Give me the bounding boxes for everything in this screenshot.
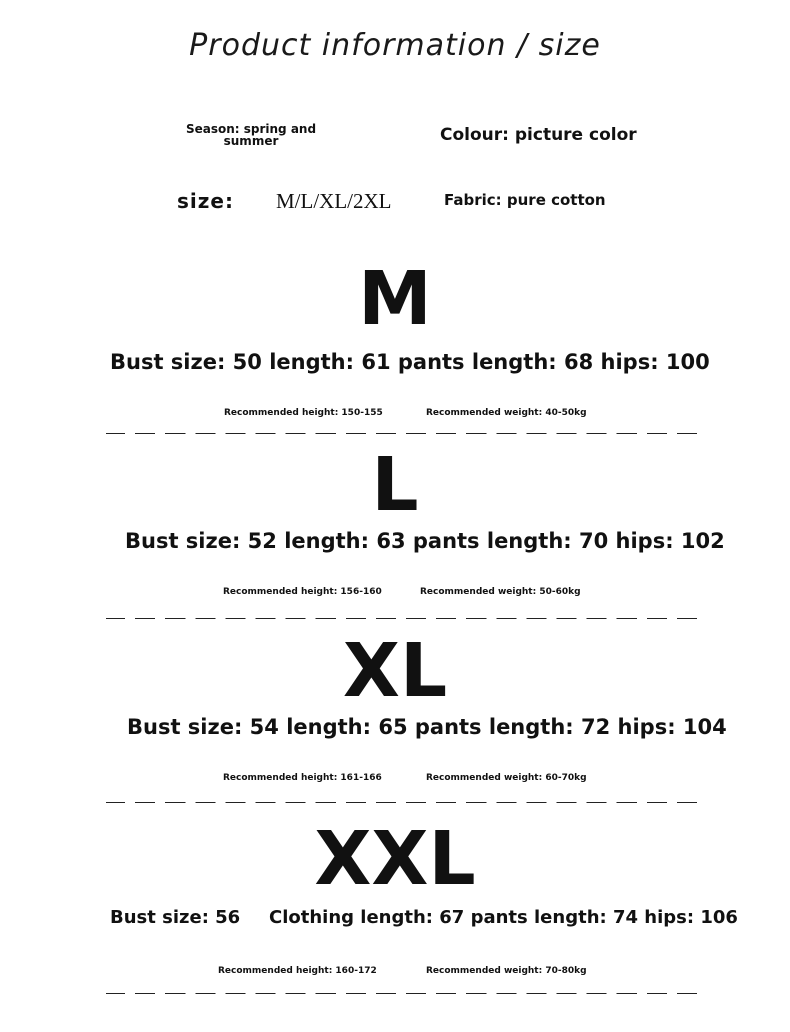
colour-info: Colour: picture color [440,125,637,145]
size-m-weight: Recommended weight: 40-50kg [426,408,587,418]
size-xl-height: Recommended height: 161-166 [223,773,382,783]
size-heading-xxl: XXL [314,816,476,902]
page-title: Product information / size [189,28,601,63]
size-xxl-weight: Recommended weight: 70-80kg [426,966,587,976]
size-l-weight: Recommended weight: 50-60kg [420,587,581,597]
size-xl-weight: Recommended weight: 60-70kg [426,773,587,783]
season-line-2: summer [223,134,279,148]
size-l-measurements: Bust size: 52 length: 63 pants length: 70 hips: 102 [125,529,725,553]
divider-dashed [106,802,700,803]
size-m-height: Recommended height: 150-155 [224,408,383,418]
size-xl-measurements: Bust size: 54 length: 65 pants length: 72 hips: 104 [127,715,727,739]
size-m-measurements: Bust size: 50 length: 61 pants length: 68 hips: 100 [110,350,710,374]
season-line-1: Season: spring and [185,122,317,136]
size-heading-l: L [371,442,419,528]
size-options: M/L/XL/2XL [276,189,392,213]
fabric-info: Fabric: pure cotton [444,191,606,209]
divider-dashed [106,433,700,434]
size-xxl-measurements: Clothing length: 67 pants length: 74 hips: 106 [269,907,738,928]
size-xxl-height: Recommended height: 160-172 [218,966,377,976]
size-heading-m: M [358,256,432,342]
size-xxl-bust: Bust size: 56 [110,907,241,928]
divider-dashed [106,993,700,994]
season-info [176,123,326,147]
size-label: size: [177,189,234,213]
size-heading-xl: XL [342,628,448,714]
divider-dashed [106,618,700,619]
size-l-height: Recommended height: 156-160 [223,587,382,597]
